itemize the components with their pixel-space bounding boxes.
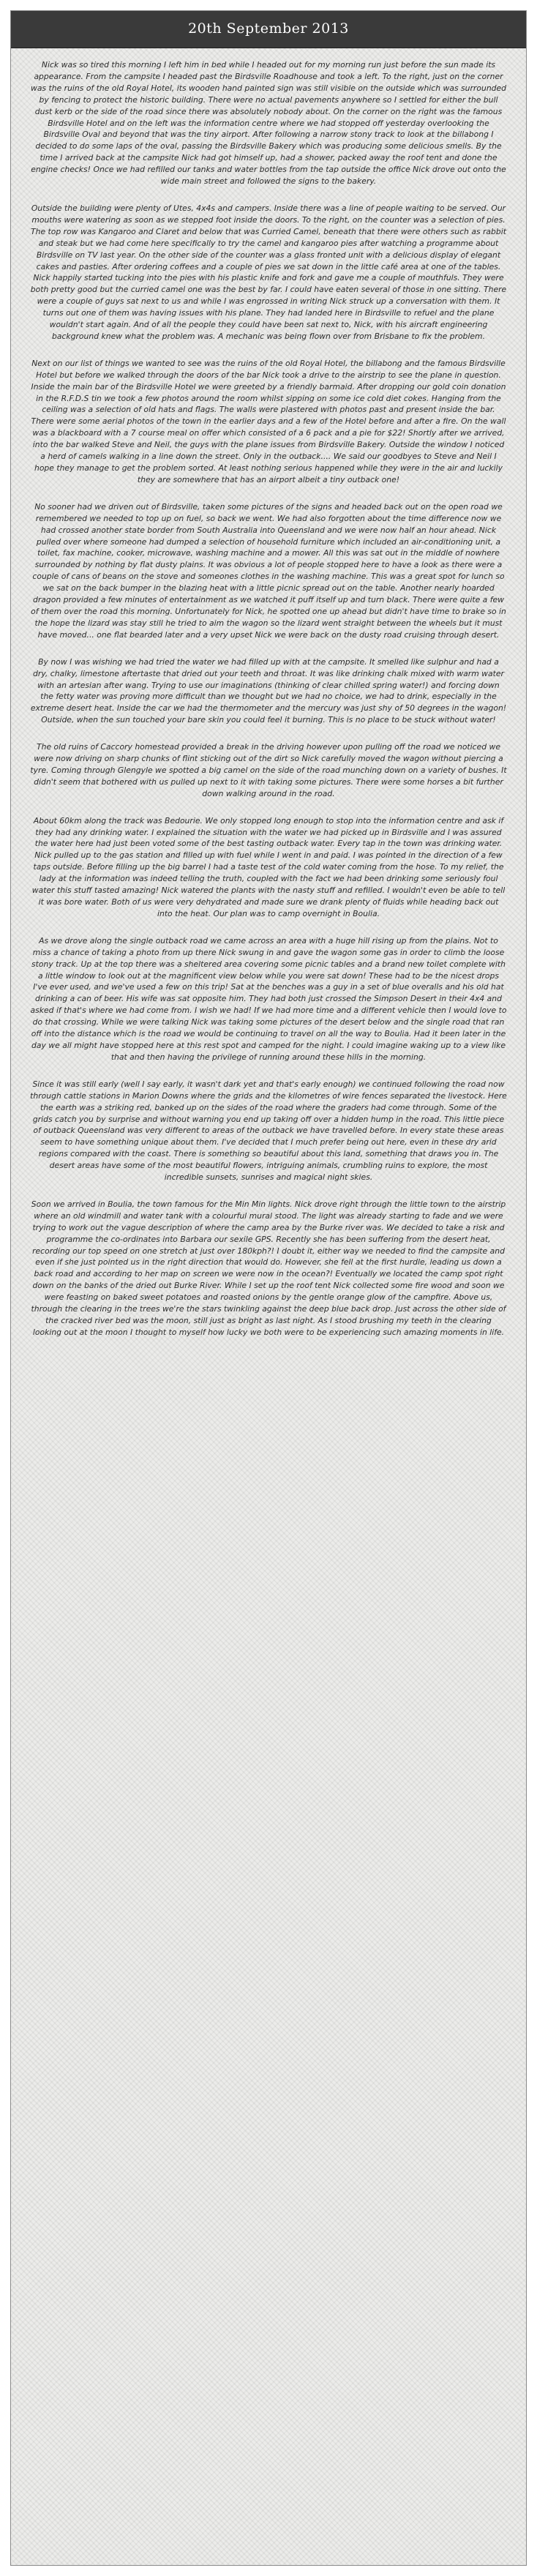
journal-page (10, 10, 527, 2566)
paragraph-2: Outside the building were plenty of Utes, 4x4s and campers. Inside there was a line of people waiting to be served. Our mouths were watering as soon as we stepped foot inside the doors. To the right, on the counter was a selection of pies. The top row was Kangaroo and Claret and below that was Curried Camel, beneath that there were others such as rabbit and steak but we had come here specifically to try the camel and kangaroo pies after watching a programme about Birdsville on TV last year. On the other side of the counter was a glass fronted unit with a delicious display of elegant cakes and pasties. After ordering coffees and a couple of pies we sat down in the little café area at one of the tables. Nick happily started tucking into the pies with his plastic knife and fork and gave me a couple of mouthfuls. They were both pretty good but the curried camel one was the best by far. I could have eaten several of those in one sitting. There were a couple of guys sat next to us and while I was engrossed in writing Nick struck up a conversation with them. It turns out one of them was having issues with his plane. They had landed here in Birdsville to refuel and the plane wouldn't start again. And of all the people they could have been sat next to, Nick, with his aircraft engineering background knew what the problem was. A mechanic was being flown over from Brisbane to fix the problem. (30, 203, 507, 341)
paragraph-10: Soon we arrived in Boulia, the town famous for the Min Min lights. Nick drove right through the little town to the airstrip where an old windmill and water tank with a colourful mural stood. The light was already starting to fade and we were trying to work out the vague description of where the camp area by the Burke river was. We decided to take a risk and programme the co-ordinates into Barbara our sexile GPS. Recently she has been suffering from the desert heat, recording our top speed on one stretch at just over 180kph?! I doubt it, either way we needed to find the campsite and even if she just pointed us in the right direction that would do. However, she fell at the first hurdle, leading us down a back road and according to her map on screen we were now in the ocean?! Eventually we located the camp spot right down on the banks of the dried out Burke River. While I set up the roof tent Nick collected some fire wood and soon we were feasting on baked sweet potatoes and roasted onions by the gentle orange glow of the campfire. Above us, through the clearing in the trees we're the stars twinkling against the deep blue back drop. Just across the other side of the cracked river bed was the moon, still just as bright as last night. As I stood brushing my teeth in the clearing looking out at the moon I thought to myself how lucky we both were to be experiencing such amazing moments in life. (31, 1199, 506, 1337)
date-header-bar (11, 11, 526, 48)
entry-date-title: 20th September 2013 (188, 20, 349, 37)
paragraph-9: Since it was still early (well I say early, it wasn't dark yet and that's early enough) we continued following the road now through cattle stations in Marion Downs where the grids and the kilometres of wire fences separated the livestock. Here the earth was a striking red, banked up on the sides of the road where the graders had come through. Some of the grids catch you by surprise and without warning you end up taking off over a hidden hump in the road. This little piece of outback Queensland was very different to areas of the outback we have travelled before. In every state these areas seem to have something unique about them. I've decided that I much prefer being out here, even in these dry arid regions compared with the coast. There is something so beautiful about this land, something that draws you in. The desert areas have some of the most beautiful flowers, intriguing animals, crumbling ruins to explore, the most incredible sunsets, sunrises and magical night skies. (30, 1079, 507, 1183)
paragraph-5: By now I was wishing we had tried the water we had filled up with at the campsite. It smelled like sulphur and had a dry, chalky, limestone aftertaste that dried out your teeth and throat. It was like drinking chalk mixed with warm water with an artesian after wang. Trying to use our imaginations (thinking of clear chilled spring water!) and forcing down the fetty water was proving more difficult than we thought but we had no choice, we had to drink, especially in the extreme desert heat. Inside the car we had the thermometer and the mercury was just shy of 50 degrees in the wagon! Outside, when the sun touched your bare skin you could feel it burning. This is no place to be stuck without water! (30, 656, 507, 725)
paragraph-3: Next on our list of things we wanted to see was the ruins of the old Royal Hotel, the billabong and the famous Birdsville Hotel but before we walked through the doors of the bar Nick took a drive to the airstrip to see the plane in question. Inside the main bar of the Birdsville Hotel we were greeted by a friendly barmaid. After dropping our gold coin donation in the R.F.D.S tin we took a few photos around the room whilst sipping on some ice cold diet cokes. Hanging from the ceiling was a selection of old hats and flags. The walls were plastered with photos past and present inside the bar. There were some aerial photos of the town in the earlier days and a few of the Hotel before and after a fire. On the wall was a blackboard with a 7 course meal on offer which consisted of a 6 pack and a pie for $22! Shortly after we arrived, into the bar walked Steve and Neil, the guys with the plane issues from Birdsville Bakery. Outside the window I noticed a herd of camels walking in a line down the street. Only in the outback.... We said our goodbyes to Steve and Neil I hope they manage to get the problem sorted. At least nothing serious happened while they were in the air and luckily they are somewhere that has an airport albeit a tiny outback one! (31, 358, 506, 484)
paragraph-8: As we drove along the single outback road we came across an area with a huge hill rising up from the plains. Not to miss a chance of taking a photo from up there Nick swung in and gave the wagon some gas in order to climb the loose stony track. Up at the top there was a sheltered area covering some picnic tables and a brand new toilet complete with a little window to look out at the magnificent view below while you were sat down! These had to be the nicest drops I've ever used, and we've used a few on this trip! Sat at the benches was a guy in a set of blue overalls and his old hat drinking a can of beer. His wife was sat opposite him. They had both just crossed the Simpson Desert in their 4x4 and asked if that's where we had come from. I wish we had! If we had more time and a different vehicle then I would love to do that crossing. While we were talking Nick was taking some pictures of the desert below and the single road that ran off into the distance which is the road we would be continuing to travel on all the way to Boulia. Had it been later in the day we all might have stopped here at this rest spot and camped for the night. I could imagine waking up to a view like that and then having the privilege of running around these hills in the morning. (30, 935, 507, 1062)
paragraph-4: No sooner had we driven out of Birdsville, taken some pictures of the signs and headed back out on the open road we remembered we needed to top up on fuel, so back we went. We had also forgotten about the time difference now we had crossed another state border from South Australia into Queensland and we were now half an hour ahead. Nick pulled over where someone had dumped a selection of household furniture which included an air-conditioning unit, a toilet, fax machine, cooker, microwave, washing machine and a mower. All this was sat out in the middle of nowhere surrounded by nothing by flat dusty plains. It was obvious a lot of people stopped here to have a look as there were a couple of cans of beans on the stove and someones clothes in the washing machine. This was a great spot for lunch so we sat on the back bumper in the blazing heat with a little picnic spread out on the table. Another nearly hoarded dragon provided a few minutes of entertainment as we watched it puff itself up and turn black. There were quite a few of them over the road this morning. Unfortunately for Nick, he spotted one up ahead but didn't have time to brake so in the hope the lizard was stay still he tried to aim the wagon so the lizard went straight between the wheels but it must have moved... one flat bearded later and a very upset Nick we were back on the dusty road cruising through desert. (31, 501, 506, 640)
paragraph-7: About 60km along the track was Bedourie. We only stopped long enough to stop into the information centre and ask if they had any drinking water. I explained the situation with the water we had picked up in Birdsville and I was assured the water here had just been voted some of the best tasting outback water. Every tap in the town was drinking water. Nick pulled up to the gas station and filled up with fuel while I went in and paid. I was pointed in the direction of a few taps outside. Before filling up the big barrel I had a taste test of the cold water coming from the hose. To my relief, the lady at the information was indeed telling the truth, coupled with the fact we had been drinking some seriously foul water this stuff tasted amazing! Nick watered the plants with the nasty stuff and refilled. I wouldn't even be able to tell it was bore water. Both of us were very dehydrated and made sure we drank plenty of fluids while heading back out into the heat. Our plan was to camp overnight in Boulia. (31, 815, 506, 918)
journal-body (30, 59, 507, 1354)
paragraph-6: The old ruins of Caccory homestead provided a break in the driving however upon pulling off the road we noticed we were now driving on sharp chunks of flint sticking out of the dirt so Nick carefully moved the wagon without piercing a tyre. Coming through Glengyle we spotted a big camel on the side of the road munching down on a variety of bushes. It didn't seem that bothered with us pulled up next to it with taking some pictures. There were some horses a bit further down walking around in the road. (30, 742, 507, 798)
paragraph-1: Nick was so tired this morning I left him in bed while I headed out for my morning run just before the sun made its appearance. From the campsite I headed past the Birdsville Roadhouse and took a left. To the right, just on the corner was the ruins of the old Royal Hotel, its wooden hand painted sign was still visible on the outside which was surrounded by fencing to protect the historic building. There were no actual pavements anywhere so I settled for either the bull dust kerb or the side of the road since there was absolutely nobody about. On the corner on the right was the famous Birdsville Hotel and on the left was the information centre where we had stopped off yesterday overlooking the Birdsville Oval and beyond that was the tiny airport. After following a narrow stony track to look at the billabong I decided to do some laps of the oval, passing the Birdsville Bakery which was producing some delicious smells. By the time I arrived back at the campsite Nick had got himself up, had a shower, packed away the roof tent and done the engine checks! Once we had refilled our tanks and water bottles from the tap outside the office Nick drove out onto the wide main street and followed the signs to the bakery. (30, 60, 507, 187)
